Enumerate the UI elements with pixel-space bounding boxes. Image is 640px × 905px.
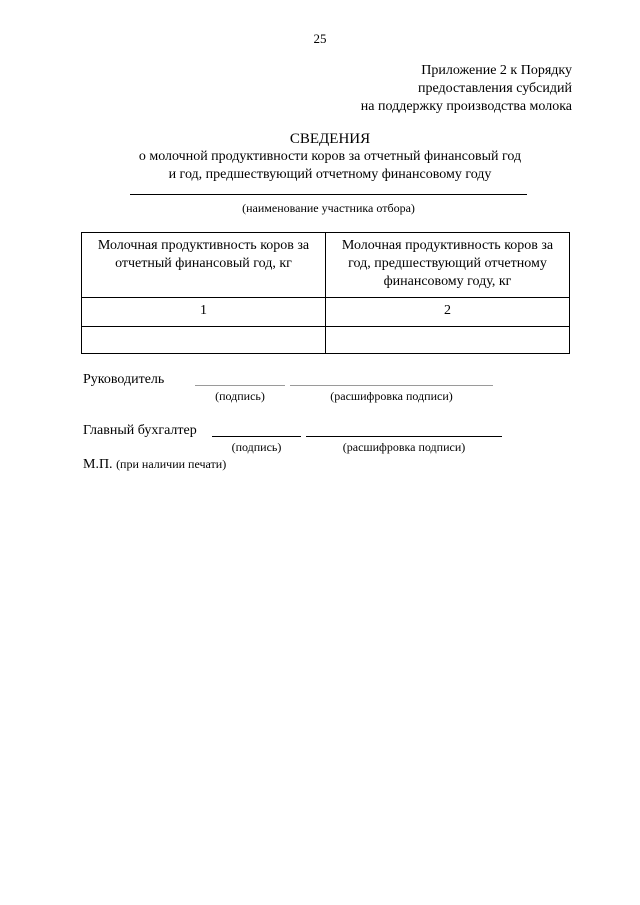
accountant-signature-line xyxy=(212,436,301,437)
appendix-note xyxy=(361,62,572,116)
accountant-label: Главный бухгалтер xyxy=(83,423,197,438)
participant-name-caption: (наименование участника отбора) xyxy=(242,201,415,215)
accountant-decoding-caption: (расшифровка подписи) xyxy=(342,440,466,454)
head-decoding-line xyxy=(290,385,493,386)
table-number-row xyxy=(82,298,570,327)
cell-reporting-year-value xyxy=(82,327,326,354)
header-reporting-year: Молочная продуктивность коров за отчетный финансовый год, кг xyxy=(82,233,326,298)
page-number: 25 xyxy=(313,31,327,46)
accountant-decoding-line xyxy=(306,436,502,437)
head-decoding-caption: (расшифровка подписи) xyxy=(330,389,453,403)
head-signature-line xyxy=(195,385,285,386)
column-number-2: 2 xyxy=(326,298,570,327)
title-line-3: и год, предшествующий отчетному финансовому году xyxy=(168,167,492,182)
appendix-line-1: Приложение 2 к Порядку xyxy=(421,63,572,78)
column-number-1: 1 xyxy=(82,298,326,327)
header-previous-year: Молочная продуктивность коров за год, предшествующий отчетному финансовому году, кг xyxy=(326,233,570,298)
title-heading: СВЕДЕНИЯ xyxy=(289,131,371,147)
appendix-line-3: на поддержку производства молока xyxy=(360,99,572,114)
appendix-line-2: предоставления субсидий xyxy=(417,81,572,96)
stamp-place xyxy=(83,457,226,473)
accountant-signature-caption: (подпись) xyxy=(231,440,282,454)
table-header-row xyxy=(82,233,570,298)
stamp-note: (при наличии печати) xyxy=(116,457,227,471)
title-line-2: о молочной продуктивности коров за отчетный финансовый год xyxy=(138,149,522,164)
cell-previous-year-value xyxy=(326,327,570,354)
head-signature-caption: (подпись) xyxy=(215,389,265,403)
participant-name-line xyxy=(130,194,527,195)
table-row xyxy=(82,327,570,354)
stamp-label: М.П. xyxy=(83,457,113,472)
document-title xyxy=(0,130,640,184)
productivity-table xyxy=(81,232,570,354)
head-label: Руководитель xyxy=(83,372,165,387)
